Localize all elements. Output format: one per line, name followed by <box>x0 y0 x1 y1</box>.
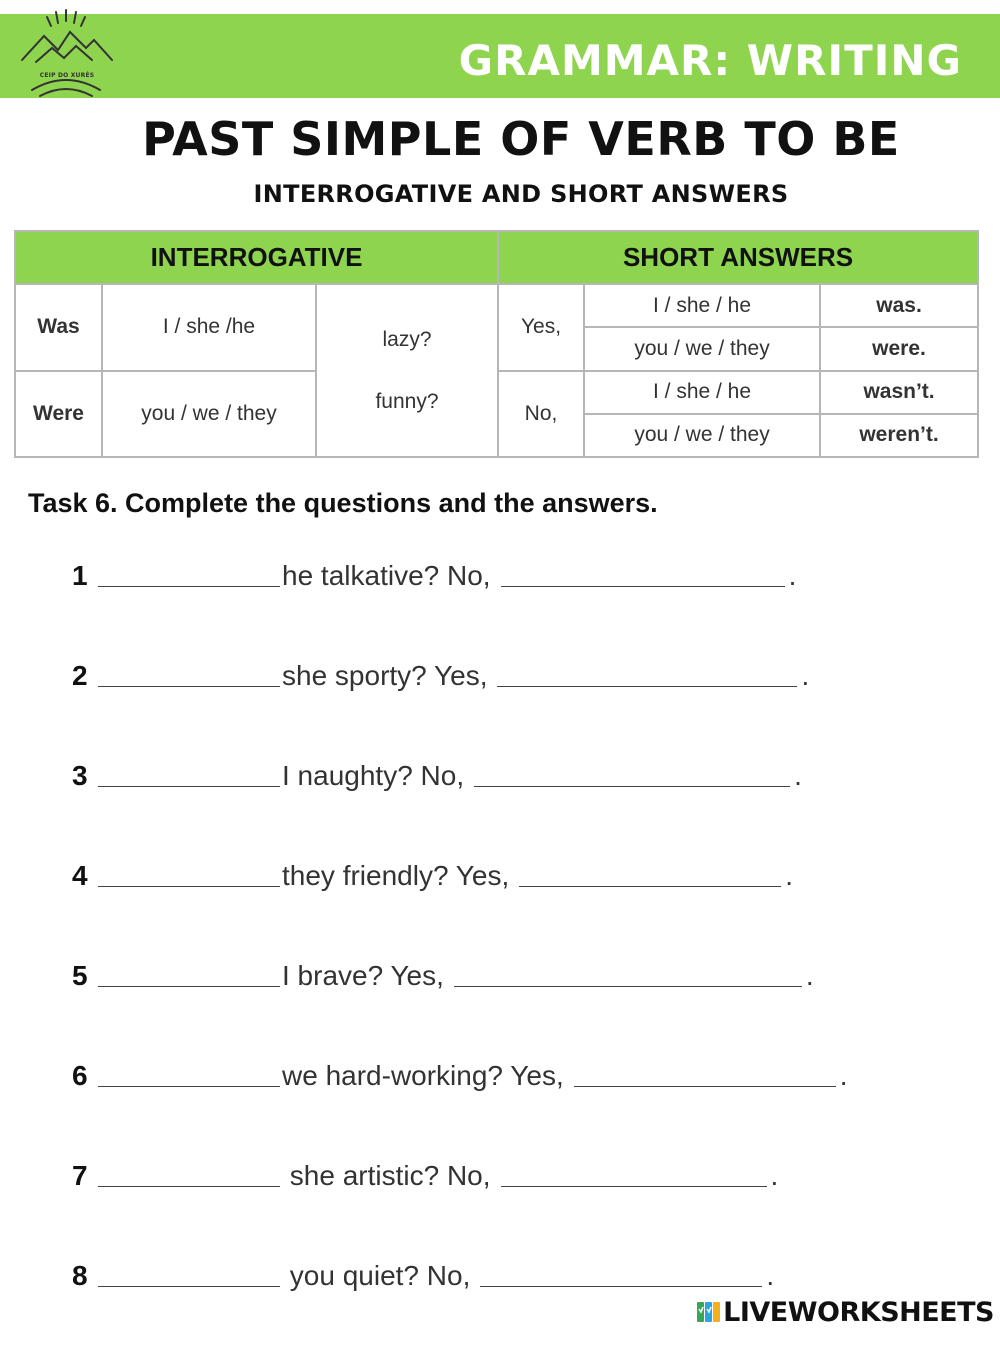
answer-subject-cell: I / she / he <box>584 284 820 327</box>
item-number: 8 <box>72 1260 88 1291</box>
exercise-item-2 <box>72 656 972 756</box>
question-text: we hard-working? Yes, <box>282 1060 564 1091</box>
end-mark: . <box>785 860 794 891</box>
answer-subject-cell: you / we / they <box>584 327 820 370</box>
answer-was: was. <box>820 284 978 327</box>
verb-was: Was <box>15 284 102 371</box>
answer-blank-7[interactable] <box>501 1156 767 1187</box>
answer-wasnt: wasn’t. <box>820 371 978 414</box>
exercise-item-1 <box>72 556 972 656</box>
question-text: she sporty? Yes, <box>282 660 488 691</box>
adjectives-cell <box>316 284 498 457</box>
answer-blank-8[interactable] <box>480 1256 762 1287</box>
exercise-item-5 <box>72 956 972 1056</box>
answer-blank-1[interactable] <box>501 556 785 587</box>
question-blank-6[interactable] <box>98 1056 280 1087</box>
verb-were: Were <box>15 371 102 458</box>
task-heading: Task 6. Complete the questions and the answers. <box>28 488 658 518</box>
question-text: I naughty? No, <box>282 760 465 791</box>
item-number: 1 <box>72 560 88 591</box>
answer-subject-cell: you / we / they <box>584 414 820 457</box>
table-row <box>15 284 978 327</box>
page-subtitle: INTERROGATIVE AND SHORT ANSWERS <box>253 180 789 208</box>
page-title: PAST SIMPLE OF VERB TO BE <box>142 112 900 166</box>
question-blank-5[interactable] <box>98 956 280 987</box>
item-number: 5 <box>72 960 88 991</box>
question-blank-3[interactable] <box>98 756 280 787</box>
answer-werent: weren’t. <box>820 414 978 457</box>
item-number: 4 <box>72 860 88 891</box>
end-mark: . <box>805 960 814 991</box>
question-text: she artistic? No, <box>282 1160 491 1191</box>
item-number: 7 <box>72 1160 88 1191</box>
item-number: 3 <box>72 760 88 791</box>
subject-cell: you / we / they <box>102 371 316 458</box>
exercise-item-3 <box>72 756 972 856</box>
question-blank-7[interactable] <box>98 1156 280 1187</box>
adjective-lazy: lazy? <box>382 327 432 351</box>
subject-cell: I / she /he <box>102 284 316 371</box>
question-blank-4[interactable] <box>98 856 280 887</box>
end-mark: . <box>801 660 810 691</box>
answer-blank-4[interactable] <box>519 856 781 887</box>
logo-text: CEIP DO XURÉS <box>39 72 95 79</box>
answer-blank-5[interactable] <box>454 956 802 987</box>
answer-blank-2[interactable] <box>497 656 797 687</box>
exercise-item-7 <box>72 1156 972 1256</box>
answer-blank-3[interactable] <box>474 756 790 787</box>
exercise-item-6 <box>72 1056 972 1156</box>
answer-blank-6[interactable] <box>574 1056 836 1087</box>
question-blank-1[interactable] <box>98 556 280 587</box>
footer-brand-text: LIVEWORKSHEETS <box>723 1296 994 1328</box>
end-mark: . <box>788 560 797 591</box>
no-cell: No, <box>498 371 584 458</box>
question-text: you quiet? No, <box>282 1260 471 1291</box>
answer-were: were. <box>820 327 978 370</box>
grammar-table <box>14 230 979 458</box>
exercise-item-4 <box>72 856 972 956</box>
question-blank-8[interactable] <box>98 1256 280 1287</box>
question-blank-2[interactable] <box>98 656 280 687</box>
end-mark: . <box>766 1260 775 1291</box>
yes-cell: Yes, <box>498 284 584 371</box>
end-mark: . <box>770 1160 779 1191</box>
exercise-list <box>72 556 972 1356</box>
end-mark: . <box>839 1060 848 1091</box>
school-logo-icon <box>14 4 118 100</box>
header-title: GRAMMAR: WRITING <box>458 36 962 85</box>
answer-subject-cell: I / she / he <box>584 371 820 414</box>
adjective-funny: funny? <box>375 389 439 413</box>
header-interrogative: INTERROGATIVE <box>15 231 498 284</box>
footer-brand[interactable] <box>697 1295 994 1329</box>
item-number: 6 <box>72 1060 88 1091</box>
end-mark: . <box>794 760 802 791</box>
table-header-row <box>15 231 978 284</box>
header-short-answers: SHORT ANSWERS <box>498 231 978 284</box>
item-number: 2 <box>72 660 88 691</box>
liveworksheets-logo-icon <box>697 1300 721 1324</box>
question-text: I brave? Yes, <box>282 960 444 991</box>
question-text: he talkative? No, <box>282 560 491 591</box>
question-text: they friendly? Yes, <box>282 860 510 891</box>
